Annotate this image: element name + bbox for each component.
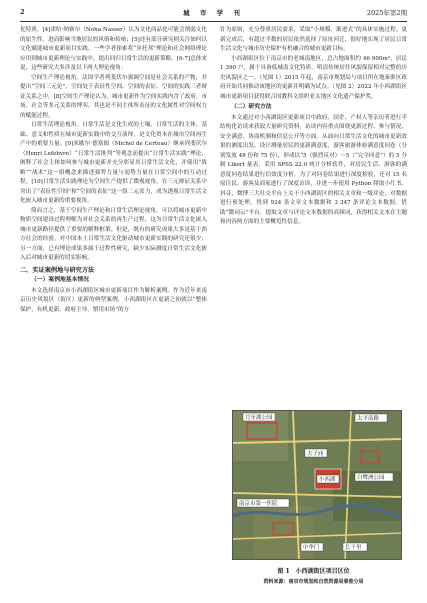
journal-title: 城 市 学 刊 (183, 9, 244, 17)
map-label-bailuzhou: 白鹭洲公园 (357, 475, 385, 481)
subsection-heading: （二）研究方法 (231, 104, 272, 110)
header-rule (20, 21, 407, 22)
page-number: 2 (20, 8, 25, 16)
paragraph: 日常生活理论视角。日常生活是文化生成的土壤，日常生活的主体、基础、意义和性质在城市更新实践中的交互演绎，是文化资本在城市空间再生产中的重要力量。[9]米歇尔·德塞图（Michel de Certeau）继承列斐伏尔（Henri Lefebvre）“日常生活批判”等观念而提出“日常生活实践”理论，阐释了社会主体如何参与城市更新并充分彰显其日常生活文化，并使用“战略”“战术”这一组概念来描述强势力量与弱势力量在日常空间中的互动过程。[10]日常生活实践理论为空间生产提供了微观视角，在三元辩证关系中突出了“表征性空间”和“空间的表征”这一组二元张力，成为透视日常生活文化嵌入城市更新的重要视角。 (20, 122, 207, 204)
map-svg (233, 411, 402, 560)
paragraph: 化特质。[4]诺哈·纳赛尔（Noha Nasser）认为文化商品化可能会削弱文化的原生性，进而影响当地居民的风俗和传统；[5]还有部分研究则关注如何以文化赋能城市更新项目实践，一些学者探索将“异托邦”理论和社会网络理论应用到城市更新理论与实践中，提出回归日常生活的更新策略。[6-7]总体来说，这些研究大多涉及以下两大理论视角： (20, 27, 207, 71)
paragraph: 简而言之，基于空间生产理论和日常生活理论视角，可以将城市更新中物质空间建设过程理解为对社会关系的再生产过程，这为日常生活文化嵌入城市更新路径提供了重要的解释框架。但是，既有的研究成果大多是基于西方社会的经验，对中国本土日常生活文化驱动城市更新实践的研究还很少；另一方面，已有理论成果多属于过程性研究，缺少实际测度日常生活文化嵌入后对城市更新的切实影响。 (20, 207, 207, 261)
figure-source: 资料来源：南京市规划和自然资源局秦淮分局 (263, 579, 364, 585)
subsection-heading: （一）案例地基本情况 (31, 277, 89, 283)
location-map (232, 410, 402, 560)
figure-caption: 图 1 小西湖街区项目区位 (277, 568, 350, 575)
paragraph: 本文选择南京市小西湖街区城市更新项目作为解析案例。作为近年来南京历史风貌区（街区）更新的典型案例，小西湖街区在更新之初就以“整体保护、有机更新、政府主导、慎用市场”的方 (20, 287, 207, 313)
map-label-zhonghuamen: 中华门 (303, 545, 320, 551)
right-column (220, 26, 407, 228)
map-label-fuzimiao: 夫子庙 (307, 451, 324, 457)
page-header (20, 8, 407, 20)
paragraph: 本文通过对小西湖街区更新项目中政府、国企、产权人等亲历者进行半结构化访谈来获取大量研究资料，访谈内容重点围绕更新过程、参与情况、安全满意、协商机制和信息公开等方面。从面向日常生活文化的城市更新效果的测度出发，设计测量居民的更新满意度，游客旅游体验满意度问卷（分别发放 48 份和 75 份），形成以“5（强烈反对）～5（“完全同意”）的 5 分制 Likert 量表，采用 SPSS 22.0 统计分析软件，对居民生活、游客的满意度问卷结果进行信效度分析。为了对问卷结果进行深度检验，还对 15 名原住民、游客及商家进行了深度访谈，并进一步使用 Python 爬取小红书、抖音、微博三大社交平台上关于小西湖街区的相关文章和一级评论，对数据进行预处理，得到 924 条文章文本数据和 3 347 条评论文本数据。借助“微词云”平台，提取文章与评论文本数据的高频词，获得相关文本在主题和内容两方面的主要概览性信息。 (220, 114, 407, 225)
map-label-xiaoxihu: 小西湖 (319, 477, 336, 483)
left-column (20, 26, 207, 315)
map-label-hospital: 南京市第一医院 (239, 501, 278, 507)
map-label-taiping: 太平南路 (357, 416, 380, 422)
section-heading: 二、实证案例地与研究方法 (20, 266, 95, 274)
paragraph: 小西湖街区位于南京市的老城南地区，总占地面积约 46 900m²，居民 1 390 户，属于具备低城南文化特质、明清传统居住风貌保留相对完整的历史风貌区之一。（见图 1）2015 年起，南京市规划局与项目所在地秦淮区政府开始共同推动该地区的更新并明确为试点。（见图 2）2022 年小西湖街区城市更新项目获得联合国教科文组织亚太地区文化遗产保护奖。 (220, 55, 407, 100)
issue-label: 2025年第2期 (366, 9, 407, 17)
map-label-changgan: 长干里 (345, 545, 362, 551)
map-label-yueya: 月牙湖公园 (245, 415, 273, 421)
paragraph: 针为原则，充分尊重居民需求，采取“小规模、渐进式”的具体实施过程。更新完成后，有超过半数的居民依然选择了原址回迁，很好地实现了居民日常生活文化与城市历史保护有机融合的城市更新目标。 (220, 27, 407, 52)
paragraph: 空间生产理论视角。法国学者列斐伏尔强调空间是社会关系的产物，并提出“空间三元论”，空间处于表征性空间、空间的表征、空间的实践三者辩证关系之中。[8]空间生产理论认为，城市更新作为空间实践内含了政府、市场、社会等多元关系的博弈，其也是不同主体所表征的文化属性对空间权力的赋能过程。 (20, 74, 207, 119)
